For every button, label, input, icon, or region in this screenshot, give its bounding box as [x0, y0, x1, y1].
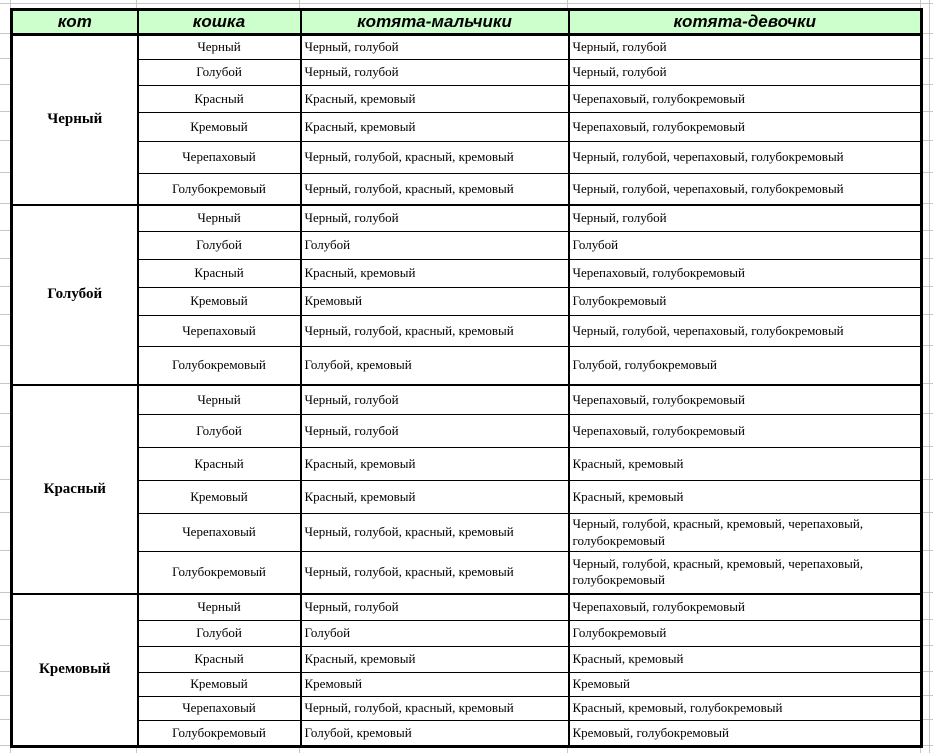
table-row	[12, 697, 922, 721]
gridline	[0, 203, 10, 204]
boy-kittens-cell[interactable]: Красный, кремовый	[301, 481, 569, 514]
boy-kittens-cell[interactable]: Черный, голубой	[301, 594, 569, 621]
male-cat-cell[interactable]: Красный	[12, 385, 138, 594]
boy-kittens-cell[interactable]: Кремовый	[301, 288, 569, 316]
female-cat-cell[interactable]: Кремовый	[138, 481, 301, 514]
gridline	[0, 383, 10, 384]
table-row	[12, 385, 922, 415]
gridline	[0, 286, 10, 287]
girl-kittens-cell[interactable]: Красный, кремовый, голубокремовый	[569, 697, 922, 721]
girl-kittens-cell[interactable]: Черепаховый, голубокремовый	[569, 415, 922, 448]
boy-kittens-cell[interactable]: Красный, кремовый	[301, 448, 569, 481]
girl-kittens-cell[interactable]: Голубокремовый	[569, 288, 922, 316]
boy-kittens-cell[interactable]: Черный, голубой	[301, 415, 569, 448]
female-cat-cell[interactable]: Черный	[138, 594, 301, 621]
boy-kittens-cell[interactable]: Красный, кремовый	[301, 113, 569, 142]
boy-kittens-cell[interactable]: Черный, голубой	[301, 60, 569, 86]
girl-kittens-cell[interactable]: Черепаховый, голубокремовый	[569, 86, 922, 113]
boy-kittens-cell[interactable]: Красный, кремовый	[301, 647, 569, 673]
table-row	[12, 86, 922, 113]
gridline	[0, 258, 10, 259]
gridline	[0, 719, 10, 720]
female-cat-cell[interactable]: Голубой	[138, 232, 301, 260]
header-row	[12, 10, 922, 35]
gridline	[0, 512, 10, 513]
gridline	[0, 33, 10, 34]
header-cell-boys[interactable]: котята-мальчики	[301, 10, 569, 35]
gridline	[0, 413, 10, 414]
girl-kittens-cell[interactable]: Красный, кремовый	[569, 448, 922, 481]
female-cat-cell[interactable]: Черный	[138, 35, 301, 60]
gridline	[929, 0, 930, 753]
gridline	[0, 172, 10, 173]
boy-kittens-cell[interactable]: Черный, голубой, красный, кремовый	[301, 552, 569, 594]
female-cat-cell[interactable]: Голубокремовый	[138, 721, 301, 747]
gridline	[0, 619, 10, 620]
male-cat-cell[interactable]: Черный	[12, 35, 138, 205]
girl-kittens-cell[interactable]: Голубой	[569, 232, 922, 260]
girl-kittens-cell[interactable]: Красный, кремовый	[569, 481, 922, 514]
header-cell-girls[interactable]: котята-девочки	[569, 10, 922, 35]
boy-kittens-cell[interactable]: Черный, голубой, красный, кремовый	[301, 142, 569, 174]
boy-kittens-cell[interactable]: Красный, кремовый	[301, 86, 569, 113]
gridline	[0, 314, 10, 315]
female-cat-cell[interactable]: Голубой	[138, 415, 301, 448]
gridline	[0, 479, 10, 480]
female-cat-cell[interactable]: Голубой	[138, 60, 301, 86]
table-row	[12, 514, 922, 552]
table-row	[12, 260, 922, 288]
boy-kittens-cell[interactable]: Красный, кремовый	[301, 260, 569, 288]
table-row	[12, 481, 922, 514]
female-cat-cell[interactable]: Кремовый	[138, 288, 301, 316]
boy-kittens-cell[interactable]: Черный, голубой	[301, 385, 569, 415]
table-row	[12, 721, 922, 747]
table-row	[12, 113, 922, 142]
boy-kittens-cell[interactable]: Черный, голубой, красный, кремовый	[301, 697, 569, 721]
girl-kittens-cell[interactable]: Голубой, голубокремовый	[569, 347, 922, 385]
boy-kittens-cell[interactable]: Голубой	[301, 621, 569, 647]
female-cat-cell[interactable]: Черный	[138, 385, 301, 415]
header-cell-male[interactable]: кот	[12, 10, 138, 35]
table-row	[12, 415, 922, 448]
female-cat-cell[interactable]: Черепаховый	[138, 697, 301, 721]
girl-kittens-cell[interactable]: Черепаховый, голубокремовый	[569, 260, 922, 288]
table-row	[12, 288, 922, 316]
boy-kittens-cell[interactable]: Черный, голубой, красный, кремовый	[301, 514, 569, 552]
table-row	[12, 448, 922, 481]
female-cat-cell[interactable]: Черепаховый	[138, 316, 301, 347]
female-cat-cell[interactable]: Красный	[138, 448, 301, 481]
gridline	[0, 695, 10, 696]
gridline	[136, 0, 137, 8]
girl-kittens-cell[interactable]: Черный, голубой, черепаховый, голубокремовый	[569, 142, 922, 174]
female-cat-cell[interactable]: Голубокремовый	[138, 174, 301, 205]
female-cat-cell[interactable]: Красный	[138, 86, 301, 113]
gridline	[0, 592, 10, 593]
female-cat-cell[interactable]: Голубокремовый	[138, 552, 301, 594]
cat-color-inheritance-table	[10, 8, 923, 748]
female-cat-cell[interactable]: Черепаховый	[138, 514, 301, 552]
table-row	[12, 316, 922, 347]
table-row	[12, 232, 922, 260]
table-row	[12, 60, 922, 86]
girl-kittens-cell[interactable]: Черный, голубой, красный, кремовый, черепаховый, голубокремовый	[569, 552, 922, 594]
table-row	[12, 594, 922, 621]
girl-kittens-cell[interactable]: Черный, голубой	[569, 205, 922, 232]
girl-kittens-cell[interactable]: Кремовый, голубокремовый	[569, 721, 922, 747]
gridline	[0, 230, 10, 231]
female-cat-cell[interactable]: Черепаховый	[138, 142, 301, 174]
gridline	[0, 645, 10, 646]
female-cat-cell[interactable]: Голубой	[138, 621, 301, 647]
gridline	[0, 745, 10, 746]
boy-kittens-cell[interactable]: Черный, голубой, красный, кремовый	[301, 316, 569, 347]
boy-kittens-cell[interactable]: Голубой, кремовый	[301, 347, 569, 385]
female-cat-cell[interactable]: Кремовый	[138, 113, 301, 142]
gridline	[0, 671, 10, 672]
gridline	[0, 3, 933, 4]
gridline	[0, 58, 10, 59]
girl-kittens-cell[interactable]: Черный, голубой	[569, 60, 922, 86]
gridline	[10, 0, 11, 8]
header-cell-female[interactable]: кошка	[138, 10, 301, 35]
table-row	[12, 621, 922, 647]
boy-kittens-cell[interactable]: Черный, голубой	[301, 35, 569, 60]
table-row	[12, 142, 922, 174]
gridline	[0, 345, 10, 346]
girl-kittens-cell[interactable]: Голубокремовый	[569, 621, 922, 647]
girl-kittens-cell[interactable]: Черный, голубой	[569, 35, 922, 60]
gridline	[567, 0, 568, 8]
table-row	[12, 673, 922, 697]
girl-kittens-cell[interactable]: Черепаховый, голубокремовый	[569, 113, 922, 142]
female-cat-cell[interactable]: Кремовый	[138, 673, 301, 697]
gridline	[0, 550, 10, 551]
girl-kittens-cell[interactable]: Черепаховый, голубокремовый	[569, 385, 922, 415]
male-cat-cell[interactable]: Кремовый	[12, 594, 138, 747]
table-row	[12, 174, 922, 205]
girl-kittens-cell[interactable]: Черный, голубой, черепаховый, голубокремовый	[569, 174, 922, 205]
girl-kittens-cell[interactable]: Красный, кремовый	[569, 647, 922, 673]
gridline	[0, 446, 10, 447]
table-row	[12, 347, 922, 385]
gridline	[0, 111, 10, 112]
table-row	[12, 35, 922, 60]
male-cat-cell[interactable]: Голубой	[12, 205, 138, 385]
girl-kittens-cell[interactable]: Черный, голубой, черепаховый, голубокремовый	[569, 316, 922, 347]
female-cat-cell[interactable]: Красный	[138, 647, 301, 673]
girl-kittens-cell[interactable]: Черепаховый, голубокремовый	[569, 594, 922, 621]
gridline	[0, 84, 10, 85]
table-row	[12, 647, 922, 673]
gridline	[299, 0, 300, 8]
table-row	[12, 552, 922, 594]
boy-kittens-cell[interactable]: Кремовый	[301, 673, 569, 697]
gridline	[0, 140, 10, 141]
boy-kittens-cell[interactable]: Черный, голубой	[301, 205, 569, 232]
boy-kittens-cell[interactable]: Голубой, кремовый	[301, 721, 569, 747]
female-cat-cell[interactable]: Черный	[138, 205, 301, 232]
boy-kittens-cell[interactable]: Голубой	[301, 232, 569, 260]
girl-kittens-cell[interactable]: Черный, голубой, красный, кремовый, черепаховый, голубокремовый	[569, 514, 922, 552]
female-cat-cell[interactable]: Красный	[138, 260, 301, 288]
boy-kittens-cell[interactable]: Черный, голубой, красный, кремовый	[301, 174, 569, 205]
female-cat-cell[interactable]: Голубокремовый	[138, 347, 301, 385]
table-row	[12, 205, 922, 232]
girl-kittens-cell[interactable]: Кремовый	[569, 673, 922, 697]
gridline	[920, 0, 921, 8]
